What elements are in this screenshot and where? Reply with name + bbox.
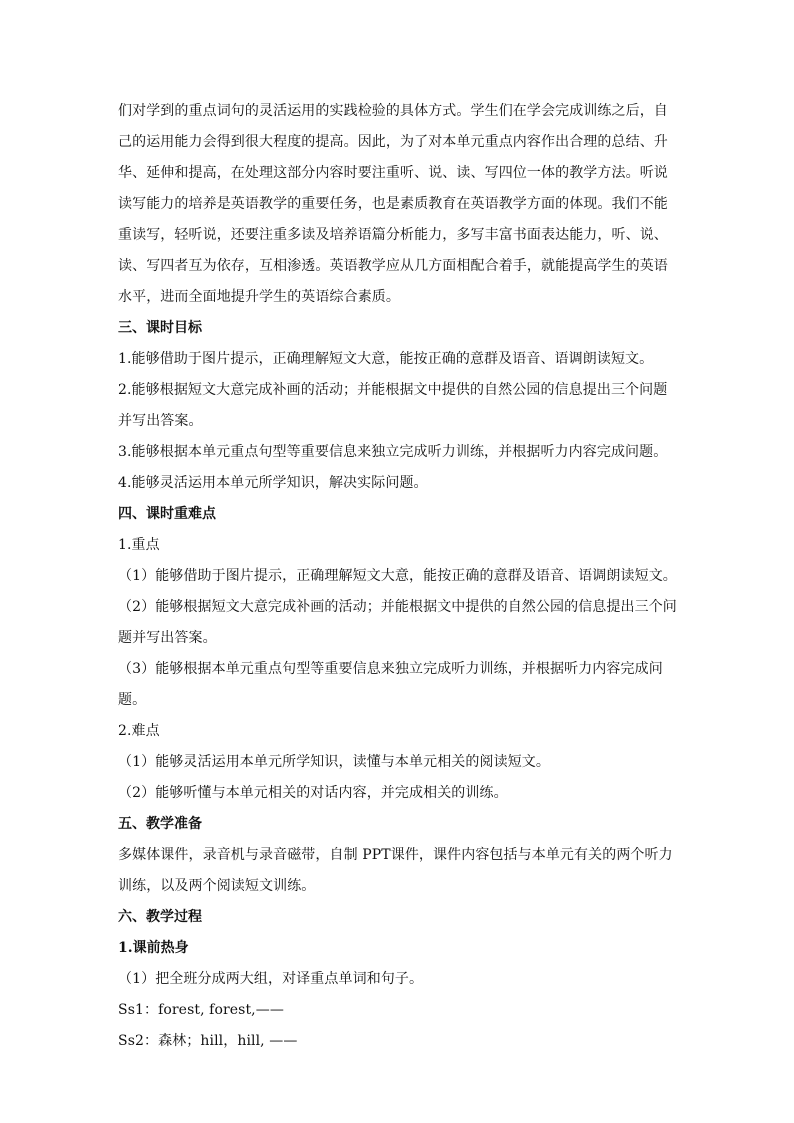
preparation-paragraph: 多媒体课件，录音机与录音磁带，自制 PPT课件，课件内容包括与本单元有关的两个听力训练，以及两个阅读短文训练。	[118, 847, 673, 894]
dialogue-line-ss1: Ss1：forest, forest,——	[118, 1002, 284, 1018]
section-heading-objectives: 三、课时目标	[118, 320, 202, 336]
objective-item-4: 4.能够灵活运用本单元所学知识，解决实际问题。	[118, 475, 428, 491]
difficulty-item-1: （1）能够灵活运用本单元所学知识，读懂与本单元相关的阅读短文。	[118, 754, 551, 770]
key-points-label: 1.重点	[118, 537, 160, 553]
dialogue-line-ss2: Ss2：森林；hill，hill, ——	[118, 1033, 298, 1049]
objective-item-2: 2.能够根据短文大意完成补画的活动；并能根据文中提供的自然公园的信息提出三个问题并写出答案。	[118, 382, 668, 429]
objective-item-1: 1.能够借助于图片提示，正确理解短文大意，能按正确的意群及语音、语调朗读短文。	[118, 351, 654, 367]
objective-item-3: 3.能够根据本单元重点句型等重要信息来独立完成听力训练，并根据听力内容完成问题。	[118, 444, 668, 460]
difficulties-label: 2.难点	[118, 723, 160, 739]
key-point-item-2: （2）能够根据短文大意完成补画的活动；并能根据文中提供的自然公园的信息提出三个问题并写出答案。	[118, 599, 677, 646]
section-heading-process: 六、教学过程	[118, 909, 202, 925]
section-heading-preparation: 五、教学准备	[118, 816, 202, 832]
warmup-step-1: （1）把全班分成两大组，对译重点单词和句子。	[118, 971, 424, 987]
intro-paragraph: 们对学到的重点词句的灵活运用的实践检验的具体方式。学生们在学会完成训练之后，自己的运用能力会得到很大程度的提高。因此，为了对本单元重点内容作出合理的总结、升华、延伸和提高，在处理这部分内容时要注重听、说、读、写四位一体的教学方法。听说读写能力的培养是英语教学的重要任务，也是素质教育在英语教学方面的体现。我们不能重读写，轻听说，还要注重多读及培养语篇分析能力，多写丰富书面表达能力，听、说、读、写四者互为依存，互相渗透。英语教学应从几方面相配合着手，就能提高学生的英语水平，进而全面地提升学生的英语综合素质。	[118, 103, 668, 305]
section-heading-key-points: 四、课时重难点	[118, 506, 216, 522]
subsection-heading-warmup: 1.课前热身	[118, 940, 189, 956]
key-point-item-3: （3）能够根据本单元重点句型等重要信息来独立完成听力训练，并根据听力内容完成问题。	[118, 661, 663, 708]
document-body	[118, 96, 680, 1057]
key-point-item-1: （1）能够借助于图片提示，正确理解短文大意，能按正确的意群及语音、语调朗读短文。	[118, 568, 677, 584]
difficulty-item-2: （2）能够听懂与本单元相关的对话内容，并完成相关的训练。	[118, 785, 508, 801]
